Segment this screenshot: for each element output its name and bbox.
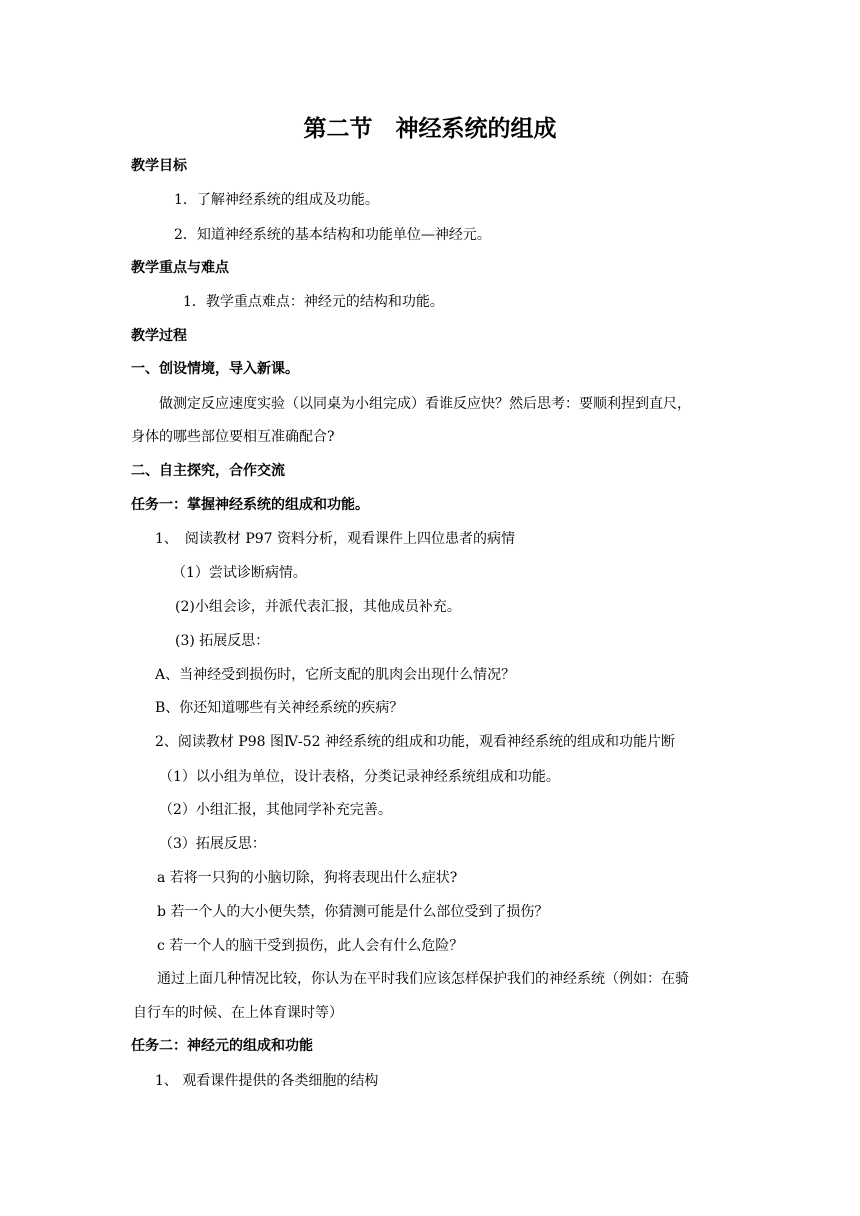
objective-item: 2．知道神经系统的基本结构和功能单位—神经元。	[174, 227, 491, 243]
objective-item: 1．了解神经系统的组成及功能。	[174, 192, 379, 208]
paragraph-line: 自行车的时候、在上体育课时等）	[133, 1005, 343, 1021]
step-item: 1、 阅读教材 P97 资料分析，观看课件上四位患者的病情	[155, 531, 516, 547]
sub-step: （1）以小组为单位，设计表格，分类记录神经系统组成和功能。	[159, 769, 560, 785]
page-title: 第二节 神经系统的组成	[303, 116, 557, 142]
task-heading: 任务一：掌握神经系统的组成和功能。	[131, 497, 369, 513]
sub-step: (2)小组会诊，并派代表汇报，其他成员补充。	[175, 599, 461, 615]
section-heading: 一、创设情境，导入新课。	[131, 361, 299, 377]
sub-step: （3）拓展反思：	[159, 836, 266, 852]
sub-step: (3) 拓展反思：	[175, 633, 270, 649]
process-heading: 教学过程	[131, 328, 187, 344]
section-heading: 二、自主探究，合作交流	[131, 463, 285, 479]
question-item: a 若将一只狗的小脑切除，狗将表现出什么症状?	[157, 870, 458, 886]
sub-step: （1）尝试诊断病情。	[172, 565, 307, 581]
question-item: b 若一个人的大小便失禁，你猜测可能是什么部位受到了损伤？	[157, 904, 549, 920]
question-item: A、当神经受到损伤时，它所支配的肌肉会出现什么情况？	[155, 667, 516, 683]
sub-step: （2）小组汇报，其他同学补充完善。	[159, 802, 392, 818]
step-item: 2、阅读教材 P98 图Ⅳ-52 神经系统的组成和功能，观看神经系统的组成和功能片断	[155, 734, 676, 750]
key-points-heading: 教学重点与难点	[131, 260, 229, 276]
task-heading: 任务二：神经元的组成和功能	[131, 1038, 313, 1054]
paragraph-line: 身体的哪些部位要相互准确配合?	[131, 429, 335, 445]
paragraph-line: 做测定反应速度实验（以同桌为小组完成）看谁反应快？然后思考：要顺利捏到直尺，	[159, 396, 691, 412]
key-point-item: 1．教学重点难点：神经元的结构和功能。	[183, 294, 444, 310]
step-item: 1、 观看课件提供的各类细胞的结构	[155, 1073, 379, 1089]
question-item: B、你还知道哪些有关神经系统的疾病？	[155, 700, 404, 716]
question-item: c 若一个人的脑干受到损伤，此人会有什么危险？	[157, 938, 464, 954]
paragraph-line: 通过上面几种情况比较，你认为在平时我们应该怎样保护我们的神经系统（例如：在骑	[157, 971, 689, 987]
objectives-heading: 教学目标	[131, 158, 187, 174]
